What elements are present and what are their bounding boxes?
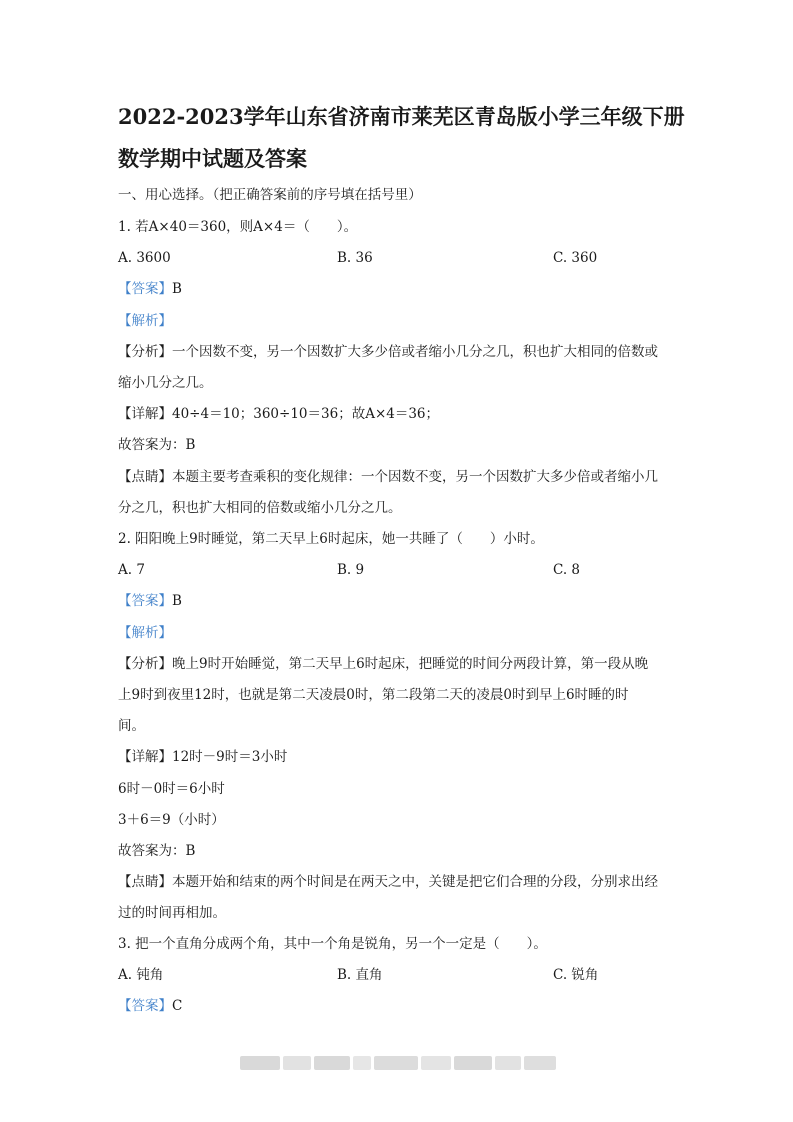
question-1-option-a: A. 3600 [118,250,171,266]
blur-segment [283,1056,311,1070]
question-1-option-b: B. 36 [337,250,373,266]
question-3-option-b: B. 直角 [337,967,383,983]
question-1-fenxi [118,343,658,361]
document-title-line2: 数学期中试题及答案 [118,146,307,171]
question-2-option-b: B. 9 [337,562,365,578]
xiangjie-text: 40÷4＝10；360÷10＝36；故A×4＝36； [172,406,440,422]
blur-segment [495,1056,521,1070]
dianjing-tag: 【点睛】 [118,874,172,890]
question-2-option-c: C. 8 [553,562,581,578]
dianjing-text: 本题开始和结束的两个时间是在两天之中，关键是把它们合理的分段，分别求出经 [172,874,658,890]
fenxi-text: 一个因数不变，另一个因数扩大多少倍或者缩小几分之几，积也扩大相同的倍数或 [172,344,658,360]
xiangjie-tag: 【详解】 [118,749,172,765]
fenxi-tag: 【分析】 [118,656,172,672]
blurred-footer-watermark [240,1056,556,1070]
xiangjie-tag: 【详解】 [118,406,172,422]
question-2-xiangjie [118,748,287,766]
fenxi-tag: 【分析】 [118,344,172,360]
question-1-fenxi-cont: 缩小几分之几。 [118,375,213,391]
blur-segment [314,1056,350,1070]
question-2-option-a: A. 7 [118,562,145,578]
xiangjie-text: 12时－9时＝3小时 [172,749,288,765]
blur-segment [374,1056,418,1070]
question-2-analysis-tag: 【解析】 [118,625,172,641]
answer-value: B [172,593,182,609]
question-1-result: 故答案为：B [118,437,196,453]
question-2-fenxi-cont: 上9时到夜里12时，也就是第二天凌晨0时，第二段第二天的凌晨0时到早上6时睡的时 [118,687,629,703]
question-2-answer [118,592,182,610]
dianjing-tag: 【点睛】 [118,469,172,485]
question-3-answer [118,997,182,1015]
answer-tag: 【答案】 [118,998,172,1014]
question-2-fenxi [118,655,648,673]
answer-tag: 【答案】 [118,281,172,297]
document-title-line1: 2022-2023学年山东省济南市莱芜区青岛版小学三年级下册 [118,104,685,129]
question-2-fenxi-cont2: 间。 [118,718,145,734]
question-2-stem: 2. 阳阳晚上9时睡觉，第二天早上6时起床，她一共睡了（ ）小时。 [118,531,544,547]
question-2-xiangjie-2: 6时－0时＝6小时 [118,781,225,797]
question-2-dianjing [118,873,658,891]
question-1-dianjing [118,468,658,486]
question-2-dianjing-cont: 过的时间再相加。 [118,905,226,921]
question-1-option-c: C. 360 [553,250,598,266]
question-2-result: 故答案为：B [118,843,196,859]
question-1-analysis-tag: 【解析】 [118,313,172,329]
question-3-stem: 3. 把一个直角分成两个角，其中一个角是锐角，另一个一定是（ ）。 [118,936,547,952]
blur-segment [454,1056,492,1070]
blur-segment [240,1056,280,1070]
question-1-xiangjie [118,405,439,423]
question-1-stem: 1. 若A×40＝360，则A×4＝（ ）。 [118,219,358,235]
answer-tag: 【答案】 [118,593,172,609]
answer-value: C [172,998,183,1014]
question-1-dianjing-cont: 分之几，积也扩大相同的倍数或缩小几分之几。 [118,500,402,516]
section-heading: 一、用心选择。（把正确答案前的序号填在括号里） [118,187,422,203]
blur-segment [353,1056,371,1070]
answer-value: B [172,281,182,297]
dianjing-text: 本题主要考查乘积的变化规律：一个因数不变，另一个因数扩大多少倍或者缩小几 [172,469,658,485]
question-3-option-a: A. 钝角 [118,967,164,983]
fenxi-text: 晚上9时开始睡觉，第二天早上6时起床，把睡觉的时间分两段计算，第一段从晚 [172,656,649,672]
blur-segment [421,1056,451,1070]
question-1-answer [118,280,182,298]
question-2-xiangjie-3: 3＋6＝9（小时） [118,812,225,828]
blur-segment [524,1056,556,1070]
question-3-option-c: C. 锐角 [553,967,599,983]
